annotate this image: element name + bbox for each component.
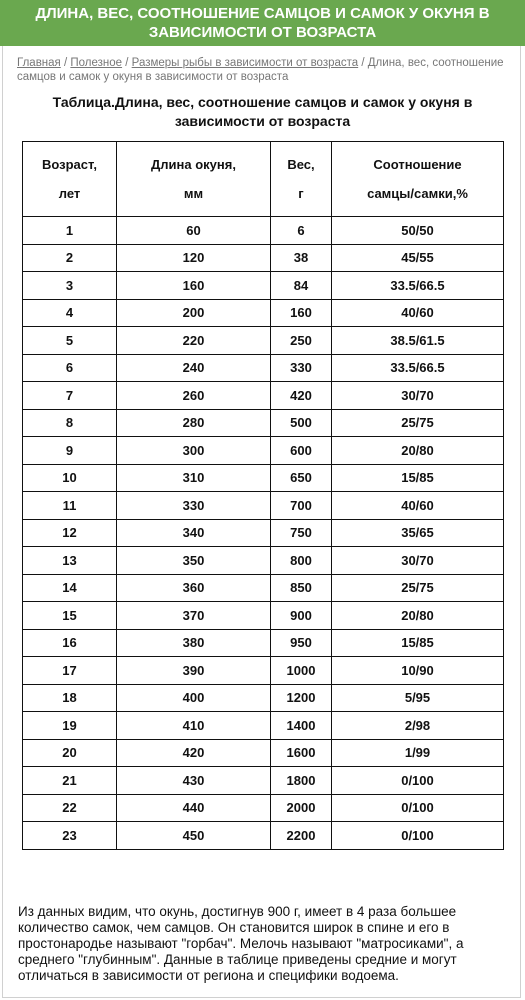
table-row — [23, 409, 504, 437]
cell-ratio: 0/100 — [332, 822, 504, 850]
cell-length: 300 — [117, 437, 271, 465]
header-ratio: Соотношение самцы/самки,% — [332, 142, 504, 217]
table-row — [23, 602, 504, 630]
cell-weight: 250 — [271, 327, 332, 355]
table-row — [23, 574, 504, 602]
cell-weight: 900 — [271, 602, 332, 630]
cell-length: 200 — [117, 299, 271, 327]
cell-weight: 420 — [271, 382, 332, 410]
table-row — [23, 794, 504, 822]
cell-length: 370 — [117, 602, 271, 630]
table-row — [23, 382, 504, 410]
cell-length: 310 — [117, 464, 271, 492]
cell-ratio: 25/75 — [332, 409, 504, 437]
cell-age: 21 — [23, 767, 117, 795]
cell-length: 160 — [117, 272, 271, 300]
cell-length: 450 — [117, 822, 271, 850]
cell-age: 16 — [23, 629, 117, 657]
cell-weight: 700 — [271, 492, 332, 520]
table-row — [23, 437, 504, 465]
breadcrumb-link-home[interactable]: Главная — [17, 57, 61, 69]
cell-age: 15 — [23, 602, 117, 630]
page-title-banner — [0, 0, 525, 46]
cell-ratio: 50/50 — [332, 217, 504, 245]
cell-age: 20 — [23, 739, 117, 767]
table-row — [23, 739, 504, 767]
table-caption: Таблица.Длина, вес, соотношение самцов и самок у окуня в зависимости от возраста — [52, 94, 473, 129]
cell-age: 3 — [23, 272, 117, 300]
cell-length: 120 — [117, 244, 271, 272]
table-row — [23, 547, 504, 575]
cell-age: 13 — [23, 547, 117, 575]
table-row — [23, 244, 504, 272]
cell-ratio: 5/95 — [332, 684, 504, 712]
table-row — [23, 657, 504, 685]
header-weight: Вес, г — [271, 142, 332, 217]
table-row — [23, 272, 504, 300]
cell-length: 280 — [117, 409, 271, 437]
cell-length: 340 — [117, 519, 271, 547]
header-length: Длина окуня, мм — [117, 142, 271, 217]
cell-weight: 650 — [271, 464, 332, 492]
cell-age: 19 — [23, 712, 117, 740]
breadcrumb-current: Длина, вес, соотношение самцов и самок у окуня в зависимости от возраста — [17, 57, 504, 83]
cell-ratio: 35/65 — [332, 519, 504, 547]
cell-weight: 1400 — [271, 712, 332, 740]
cell-age: 6 — [23, 354, 117, 382]
cell-ratio: 20/80 — [332, 602, 504, 630]
breadcrumb — [17, 56, 512, 84]
cell-age: 10 — [23, 464, 117, 492]
cell-ratio: 15/85 — [332, 629, 504, 657]
table-row — [23, 464, 504, 492]
summary-paragraph: Из данных видим, что окунь, достигнув 900 г, имеет в 4 раза большее количество самок, чем самцов. Он становится широк в спине и его в простонародье называют "горбач". Мелочь называют "матросиками", а среднего "глубинным". Данные в таблице приведены средние и могут отличаться в зависимости от региона и специфики водоема. — [18, 904, 464, 983]
cell-length: 260 — [117, 382, 271, 410]
cell-weight: 1800 — [271, 767, 332, 795]
cell-age: 14 — [23, 574, 117, 602]
cell-length: 360 — [117, 574, 271, 602]
cell-length: 400 — [117, 684, 271, 712]
table-row — [23, 519, 504, 547]
cell-length: 60 — [117, 217, 271, 245]
header-age: Возраст, лет — [23, 142, 117, 217]
cell-weight: 84 — [271, 272, 332, 300]
table-row — [23, 327, 504, 355]
cell-weight: 850 — [271, 574, 332, 602]
cell-ratio: 2/98 — [332, 712, 504, 740]
cell-ratio: 30/70 — [332, 547, 504, 575]
cell-length: 430 — [117, 767, 271, 795]
cell-age: 2 — [23, 244, 117, 272]
cell-weight: 1000 — [271, 657, 332, 685]
cell-weight: 600 — [271, 437, 332, 465]
cell-ratio: 33.5/66.5 — [332, 272, 504, 300]
cell-ratio: 40/60 — [332, 299, 504, 327]
cell-ratio: 30/70 — [332, 382, 504, 410]
cell-age: 4 — [23, 299, 117, 327]
cell-age: 18 — [23, 684, 117, 712]
breadcrumb-separator: / — [361, 57, 368, 69]
cell-age: 1 — [23, 217, 117, 245]
cell-ratio: 33.5/66.5 — [332, 354, 504, 382]
cell-age: 12 — [23, 519, 117, 547]
breadcrumb-separator: / — [63, 57, 71, 69]
cell-age: 8 — [23, 409, 117, 437]
cell-age: 9 — [23, 437, 117, 465]
cell-weight: 750 — [271, 519, 332, 547]
table-row — [23, 217, 504, 245]
cell-weight: 2200 — [271, 822, 332, 850]
cell-weight: 1200 — [271, 684, 332, 712]
cell-ratio: 40/60 — [332, 492, 504, 520]
breadcrumb-link-useful[interactable]: Полезное — [70, 57, 123, 69]
cell-age: 23 — [23, 822, 117, 850]
cell-ratio: 25/75 — [332, 574, 504, 602]
table-row — [23, 492, 504, 520]
cell-ratio: 0/100 — [332, 767, 504, 795]
page-title: ДЛИНА, ВЕС, СООТНОШЕНИЕ САМЦОВ И САМОК У ОКУНЯ В ЗАВИСИМОСТИ ОТ ВОЗРАСТА — [35, 5, 490, 41]
table-row — [23, 767, 504, 795]
cell-weight: 330 — [271, 354, 332, 382]
cell-length: 440 — [117, 794, 271, 822]
table-row — [23, 629, 504, 657]
cell-length: 390 — [117, 657, 271, 685]
table-header-row — [23, 142, 504, 217]
cell-ratio: 45/55 — [332, 244, 504, 272]
cell-length: 410 — [117, 712, 271, 740]
cell-length: 350 — [117, 547, 271, 575]
cell-ratio: 10/90 — [332, 657, 504, 685]
cell-weight: 800 — [271, 547, 332, 575]
table-row — [23, 822, 504, 850]
cell-weight: 38 — [271, 244, 332, 272]
cell-weight: 1600 — [271, 739, 332, 767]
cell-ratio: 15/85 — [332, 464, 504, 492]
cell-age: 17 — [23, 657, 117, 685]
breadcrumb-link-sizes[interactable]: Размеры рыбы в зависимости от возраста — [131, 57, 359, 69]
table-row — [23, 684, 504, 712]
cell-length: 220 — [117, 327, 271, 355]
table-row — [23, 354, 504, 382]
cell-weight: 2000 — [271, 794, 332, 822]
cell-weight: 950 — [271, 629, 332, 657]
cell-ratio: 1/99 — [332, 739, 504, 767]
cell-weight: 6 — [271, 217, 332, 245]
cell-ratio: 0/100 — [332, 794, 504, 822]
cell-length: 380 — [117, 629, 271, 657]
cell-length: 240 — [117, 354, 271, 382]
cell-ratio: 38.5/61.5 — [332, 327, 504, 355]
cell-length: 330 — [117, 492, 271, 520]
cell-weight: 160 — [271, 299, 332, 327]
cell-age: 11 — [23, 492, 117, 520]
cell-weight: 500 — [271, 409, 332, 437]
perch-data-table — [22, 141, 504, 850]
cell-age: 22 — [23, 794, 117, 822]
cell-ratio: 20/80 — [332, 437, 504, 465]
cell-age: 7 — [23, 382, 117, 410]
cell-age: 5 — [23, 327, 117, 355]
table-body — [23, 217, 504, 850]
cell-length: 420 — [117, 739, 271, 767]
table-row — [23, 712, 504, 740]
breadcrumb-separator: / — [125, 57, 132, 69]
table-row — [23, 299, 504, 327]
